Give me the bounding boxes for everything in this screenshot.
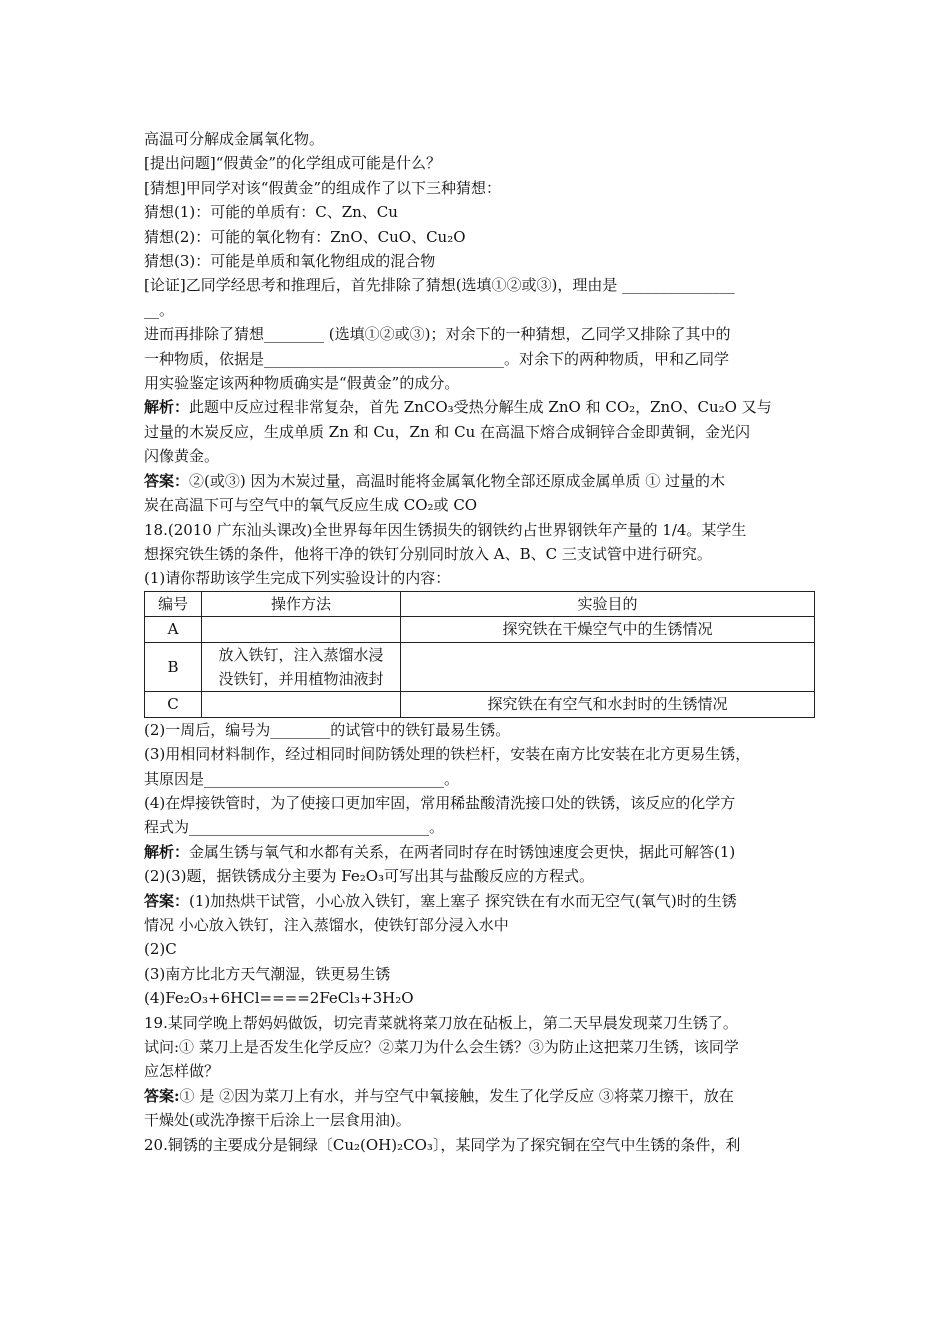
intro-section xyxy=(144,127,816,395)
header-cell: 实验目的 xyxy=(401,591,815,616)
text-line: ① 是 ②因为菜刀上有水，并与空气中氧接触，发生了化学反应 ③将菜刀擦干，放在 xyxy=(179,1086,734,1105)
text-line: [猜想]甲同学对该“假黄金”的组成作了以下三种猜想： xyxy=(144,178,502,197)
table-cell-id: A xyxy=(145,617,202,642)
question-20 xyxy=(144,1133,816,1157)
text-line: 猜想(3)：可能是单质和氧化物组成的混合物 xyxy=(144,252,436,271)
document-body xyxy=(144,127,816,1157)
text-line: 高温可分解成金属氧化物。 xyxy=(144,130,325,148)
text-line: 炭在高温下可与空气中的氧气反应生成 CO₂或 CO xyxy=(144,496,478,515)
question-18 xyxy=(144,518,816,591)
question-18-rest xyxy=(144,718,816,840)
text-line: (4)在焊接铁管时，为了使接口更加牢固，常用稀盐酸清洗接口处的铁锈，该反应的化学方 xyxy=(144,793,736,812)
table-cell-purpose: 探究铁在有空气和水封时的生锈情况 xyxy=(401,692,815,717)
answer-3 xyxy=(144,1084,816,1133)
text-line: 程式为________________________________。 xyxy=(144,818,445,837)
experiment-table xyxy=(144,591,815,718)
answer-2 xyxy=(144,889,816,1011)
text-line: 用实验鉴定该两种物质确实是“假黄金”的成分。 xyxy=(144,374,460,393)
text-line: 进而再排除了猜想________ (选填①②或③)；对余下的一种猜想，乙同学又排除了其中的 xyxy=(144,325,731,344)
text-line: (1)请你帮助该学生完成下列实验设计的内容： xyxy=(144,569,451,588)
text-line: 闪像黄金。 xyxy=(144,447,220,466)
text-line: 其原因是________________________________。 xyxy=(144,769,460,788)
table-row xyxy=(145,692,815,717)
text-line: __。 xyxy=(144,300,175,319)
text-line: (1)加热烘干试管，小心放入铁钉，塞上塞子 探究铁在有水而无空气(氧气)时的生锈 xyxy=(189,891,737,910)
header-cell: 操作方法 xyxy=(202,591,401,616)
question-19 xyxy=(144,1011,816,1084)
text-line: 一种物质，依据是________________________________。对余下的两种物质，甲和乙同学 xyxy=(144,349,730,368)
text-line: 18.(2010 广东汕头课改)全世界每年因生锈损失的钢铁约占世界钢铁年产量的 1/4。某学生 xyxy=(144,520,747,539)
text-line: (2)一周后，编号为________的试管中的铁钉最易生锈。 xyxy=(144,720,511,739)
text-line: 情况 小心放入铁钉，注入蒸馏水，使铁钉部分浸入水中 xyxy=(144,916,509,934)
text-line: 试问:① 菜刀上是否发生化学反应？②菜刀为什么会生锈？③为防止这把菜刀生锈，该同学 xyxy=(144,1038,739,1057)
text-line: ②(或③) 因为木炭过量，高温时能将金属氧化物全部还原成金属单质 ① 过量的木 xyxy=(189,471,726,490)
table-cell-method xyxy=(202,617,401,642)
text-line: 猜想(1)：可能的单质有：C、Zn、Cu xyxy=(144,203,398,222)
analysis-label: 解析： xyxy=(144,842,190,861)
header-cell: 编号 xyxy=(145,591,202,616)
text-line: [论证]乙同学经思考和推理后，首先排除了猜想(选填①②或③)，理由是 _______________ xyxy=(144,276,735,295)
text-line: 19.某同学晚上帮妈妈做饭，切完青菜就将菜刀放在砧板上，第二天早晨发现菜刀生锈了。 xyxy=(144,1013,738,1032)
text-line: (4)Fe₂O₃+6HCl====2FeCl₃+3H₂O xyxy=(144,989,414,1008)
table-cell-id: B xyxy=(145,642,202,692)
table-row xyxy=(145,617,815,642)
answer-label: 答案： xyxy=(144,471,190,490)
analysis-label: 解析： xyxy=(144,398,190,417)
table-cell-method xyxy=(202,692,401,717)
text-line: 20.铜锈的主要成分是铜绿〔Cu₂(OH)₂CO₃〕，某同学为了探究铜在空气中生锈的条件，利 xyxy=(144,1135,741,1154)
text-line: 想探究铁生锈的条件，他将干净的铁钉分别同时放入 A、B、C 三支试管中进行研究。 xyxy=(144,544,712,563)
text-line: (2)C xyxy=(144,940,177,959)
answer-label: 答案: xyxy=(144,1086,180,1105)
text-line: (3)南方比北方天气潮湿，铁更易生锈 xyxy=(144,964,391,983)
text-line: 干燥处(或洗净擦干后涂上一层食用油)。 xyxy=(144,1111,411,1130)
analysis-1 xyxy=(144,395,816,468)
table-cell-purpose: 探究铁在干燥空气中的生锈情况 xyxy=(401,617,815,642)
text-line: (3)用相同材料制作，经过相同时间防锈处理的铁栏杆，安装在南方比安装在北方更易生锈， xyxy=(144,745,751,764)
text-line: 猜想(2)：可能的氧化物有：ZnO、CuO、Cu₂O xyxy=(144,227,466,246)
table-cell-id: C xyxy=(145,692,202,717)
table-cell-purpose xyxy=(401,642,815,692)
table-row xyxy=(145,642,815,692)
table-header-row xyxy=(145,591,815,616)
text-line: 金属生锈与氧气和水都有关系，在两者同时存在时锈蚀速度会更快，据此可解答(1) xyxy=(189,842,736,861)
text-line: 此题中反应过程非常复杂，首先 ZnCO₃受热分解生成 ZnO 和 CO₂，ZnO、Cu₂O 又与 xyxy=(189,398,772,417)
text-line: 过量的木炭反应，生成单质 Zn 和 Cu，Zn 和 Cu 在高温下熔合成铜锌合金即黄铜，金光闪 xyxy=(144,422,751,441)
text-line: [提出问题]“假黄金”的化学组成可能是什么？ xyxy=(144,154,442,173)
answer-1 xyxy=(144,469,816,518)
text-line: 应怎样做？ xyxy=(144,1062,220,1081)
answer-label: 答案： xyxy=(144,891,190,910)
analysis-2 xyxy=(144,840,816,889)
text-line: (2)(3)题，据铁锈成分主要为 Fe₂O₃可写出其与盐酸反应的方程式。 xyxy=(144,867,595,886)
table-cell-method: 放入铁钉，注入蒸馏水浸没铁钉，并用植物油液封 xyxy=(202,642,401,692)
